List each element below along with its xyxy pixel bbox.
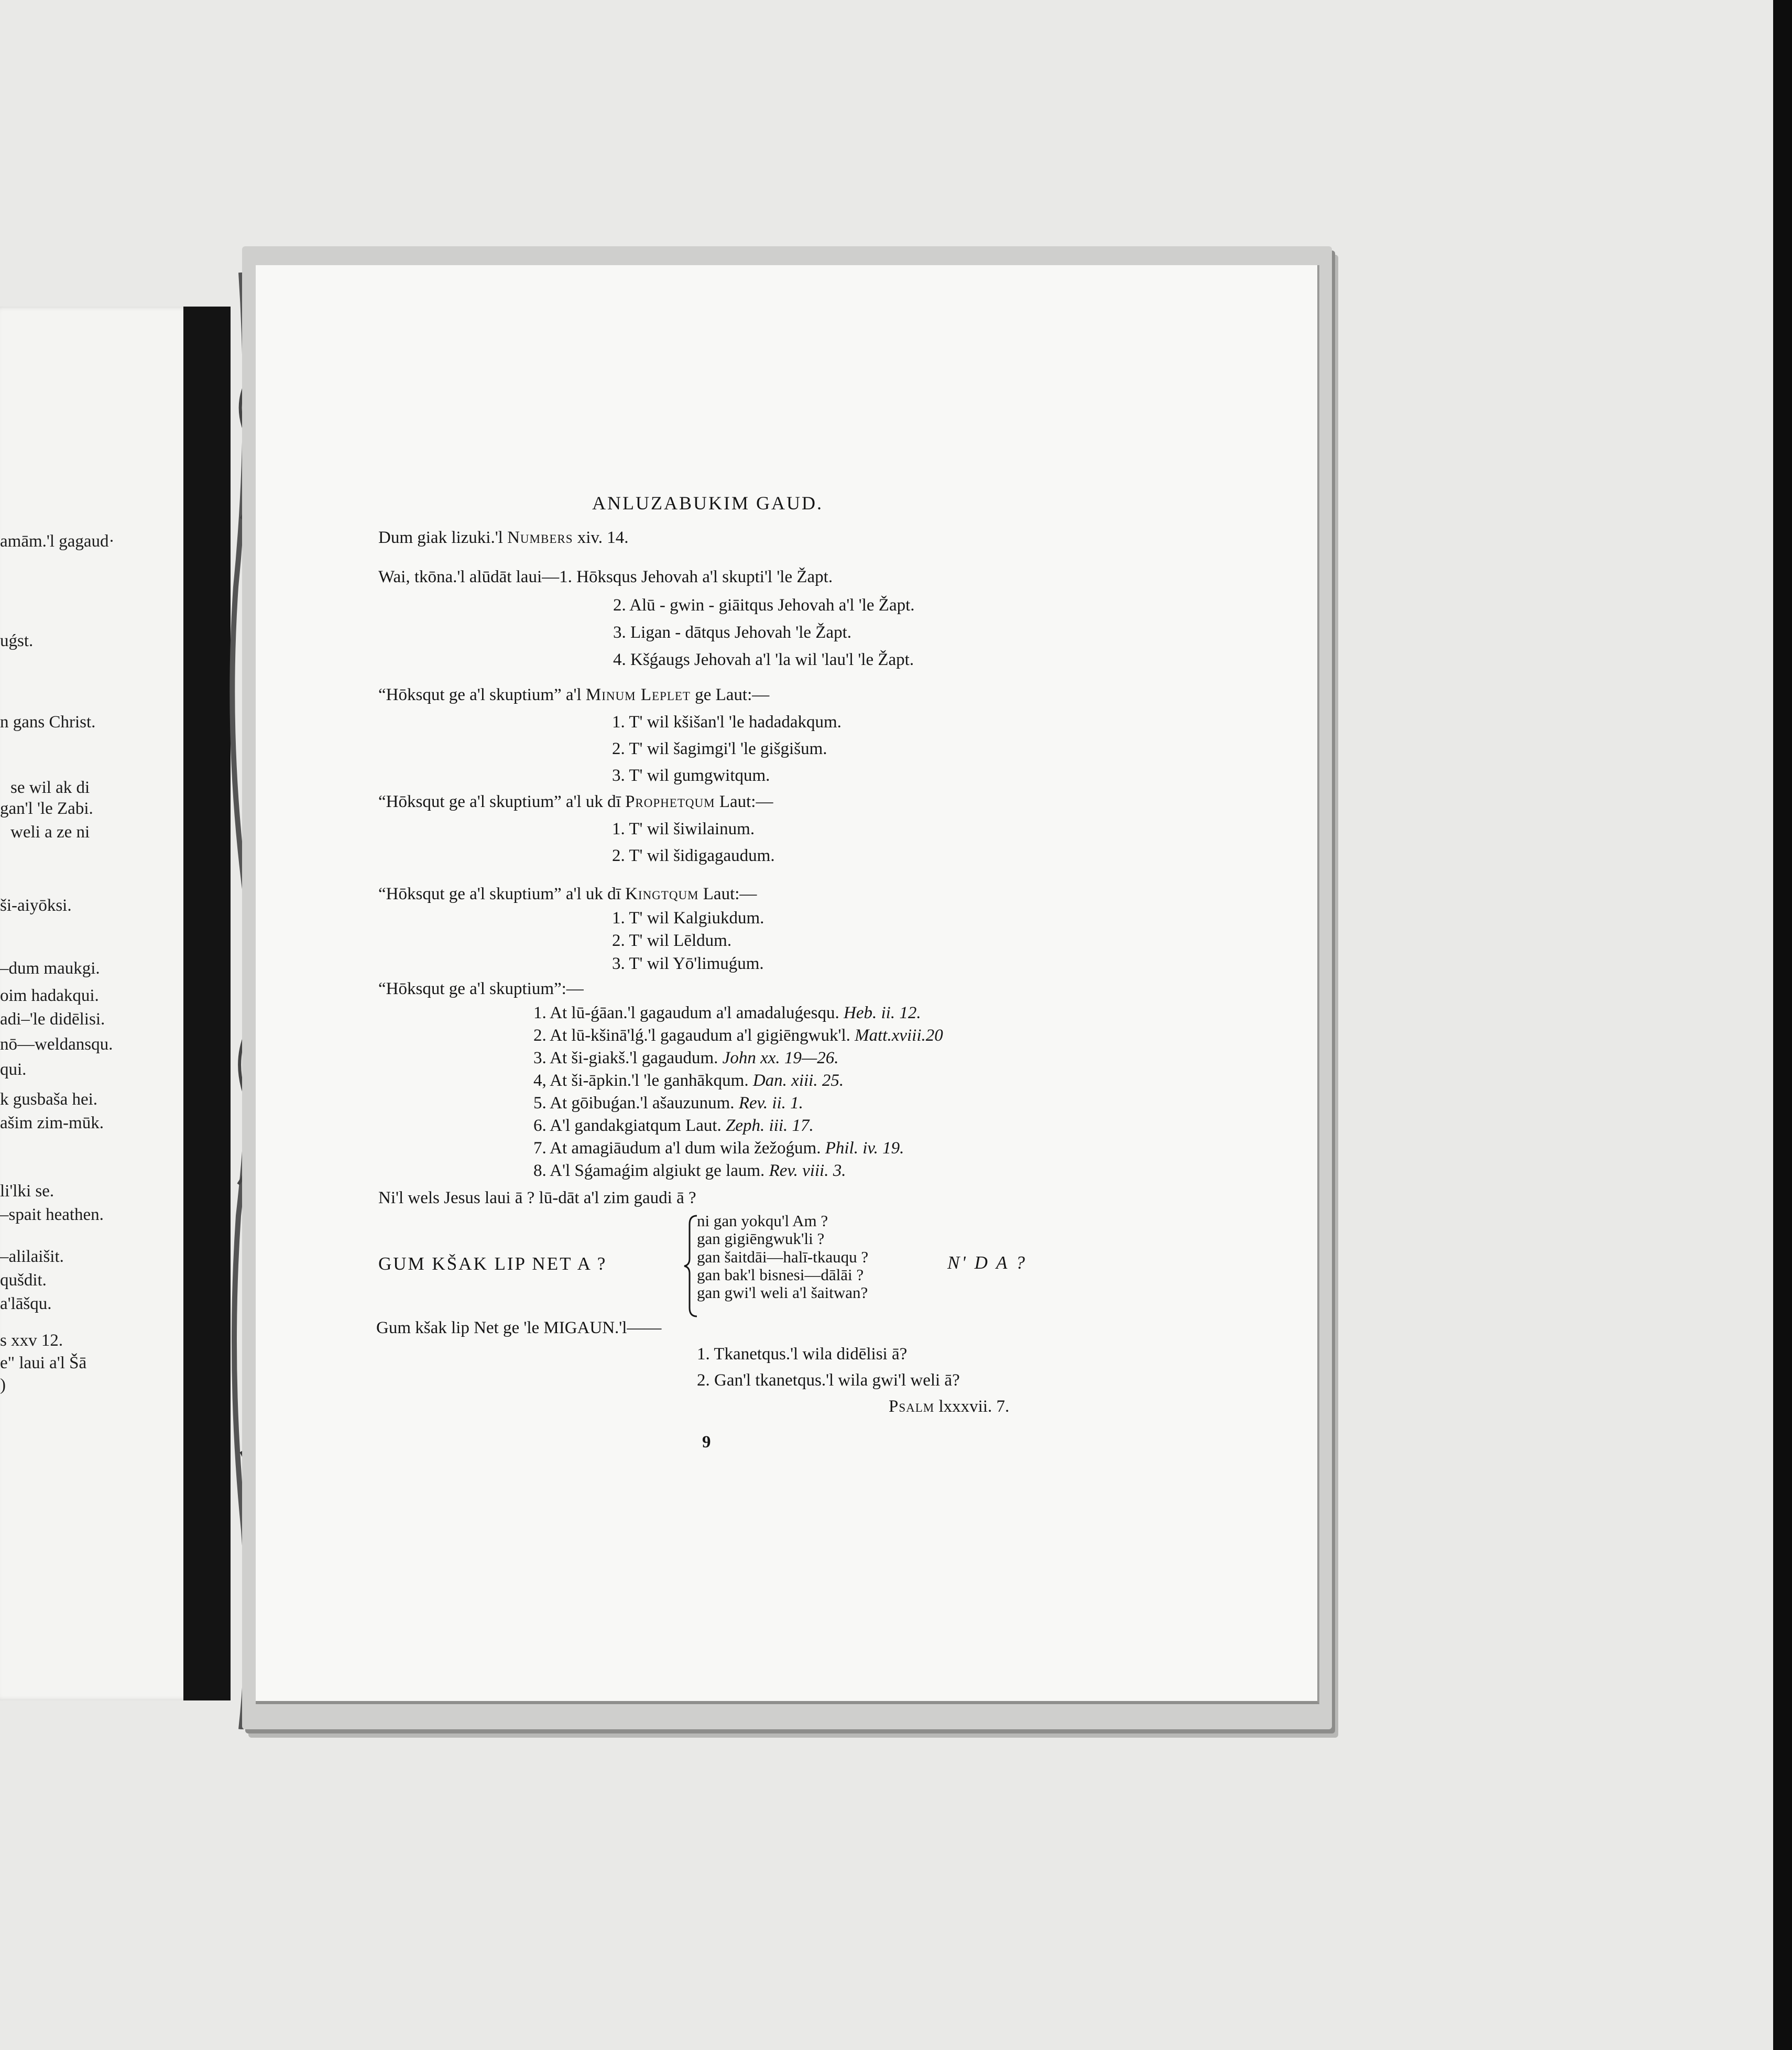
prophet-item: 2. T' wil šidigagaudum. — [612, 846, 775, 865]
left-line: nō—weldansqu. — [0, 1035, 113, 1054]
gum-option: gan gwi'l weli a'l šaitwan? — [697, 1283, 868, 1302]
page-number: 9 — [702, 1433, 711, 1452]
section-label: Minum Leplet — [585, 685, 691, 704]
king-item: 3. T' wil Yō'limuǵum. — [612, 954, 764, 973]
skuptium-heading: “Hōksqut ge a'l skuptium”:— — [378, 979, 584, 998]
item-ref: Matt.xviii.20 — [855, 1026, 943, 1045]
section-lead: “Hōksqut ge a'l skuptium” a'l — [378, 685, 582, 704]
intro-line — [378, 527, 629, 548]
section-lead: “Hōksqut ge a'l skuptium” a'l uk dī — [378, 792, 621, 811]
item-text: 4, At ši-āpkin.'l 'le ganhākqum. — [533, 1071, 749, 1090]
page — [256, 265, 1319, 1704]
left-line: –spait heathen. — [0, 1205, 104, 1224]
section-label: Kingtqum — [625, 885, 699, 903]
item-ref: Rev. viii. 3. — [769, 1161, 846, 1180]
gum-option: gan bak'l bisnesi—dālāi ? — [697, 1266, 864, 1284]
page-title: ANLUZABUKIM GAUD. — [592, 493, 823, 514]
left-line: oim hadakqui. — [0, 986, 99, 1005]
wai-item: Hōksqus Jehovah a'l skupti'l 'le Žapt. — [576, 568, 833, 586]
section-tail: Laut:— — [703, 885, 757, 903]
migaun-heading: Gum kšak lip Net ge 'le MIGAUN.'l—— — [376, 1318, 662, 1337]
left-line: uǵst. — [0, 631, 34, 650]
section-tail: ge Laut:— — [695, 685, 770, 704]
intro-ref: Numbers — [507, 528, 573, 547]
psalm-ref — [889, 1396, 1009, 1417]
wai-item: 4. Kšǵaugs Jehovah a'l 'la wil 'lau'l 'le Žapt. — [613, 650, 914, 669]
gum-option: gan gigiēngwuk'li ? — [697, 1229, 825, 1248]
king-item: 1. T' wil Kalgiukdum. — [612, 909, 764, 928]
left-line: –alilaišit. — [0, 1247, 64, 1266]
left-line: gan'l 'le Zabi. — [0, 799, 93, 818]
minum-item: 2. T' wil šagimgi'l 'le gišgišum. — [612, 739, 827, 758]
section-tail: Laut:— — [719, 792, 773, 811]
left-line: a'lāšqu. — [0, 1294, 52, 1313]
king-item: 2. T' wil Lēldum. — [612, 931, 732, 950]
migaun-item: 1. Tkanetqus.'l wila didēlisi ā? — [697, 1345, 908, 1364]
section-lead: “Hōksqut ge a'l skuptium” a'l uk dī — [378, 885, 621, 903]
gum-answer: N' D A ? — [947, 1252, 1027, 1273]
item-text: 2. At lū-kšinā'lǵ.'l gagaudum a'l gigiēngwuk'l. — [533, 1026, 850, 1045]
gum-option: gan šaitdāi—halī-tkauqu ? — [697, 1248, 869, 1266]
question-line: Ni'l wels Jesus laui ā ? lū-dāt a'l zim gaudi ā ? — [378, 1188, 696, 1207]
item-ref: John xx. 19—26. — [722, 1049, 839, 1067]
prophet-heading — [378, 791, 773, 812]
item-ref: Heb. ii. 12. — [844, 1004, 921, 1022]
item-ref: Phil. iv. 19. — [825, 1139, 904, 1158]
gum-option: ni gan yokqu'l Am ? — [697, 1212, 828, 1230]
wai-line — [378, 566, 833, 587]
king-heading — [378, 884, 757, 904]
item-ref: Dan. xiii. 25. — [752, 1071, 844, 1090]
left-line: ) — [0, 1376, 6, 1394]
scan-edge — [1773, 0, 1792, 2050]
skuptium-item — [533, 1070, 844, 1091]
left-line: –dum maukgi. — [0, 959, 100, 978]
prophet-item: 1. T' wil šiwilainum. — [612, 820, 755, 838]
left-line: s xxv 12. — [0, 1331, 63, 1350]
left-line: n gans Christ. — [0, 713, 96, 732]
minum-item: 1. T' wil kšišan'l 'le hadadakqum. — [612, 713, 842, 732]
item-text: 3. At ši-giakš.'l gagaudum. — [533, 1049, 718, 1067]
skuptium-item — [533, 1002, 921, 1023]
item-text: 8. A'l Sǵamaǵim algiukt ge laum. — [533, 1161, 765, 1180]
wai-lead: Wai, tkōna.'l alūdāt laui—1. — [378, 568, 572, 586]
minum-item: 3. T' wil gumgwitqum. — [612, 766, 770, 785]
left-line: li'lki se. — [0, 1182, 54, 1201]
left-line: e" laui a'l Šā — [0, 1354, 87, 1372]
left-line: ašim zim-mūk. — [0, 1114, 104, 1132]
intro-ref-tail: xiv. 14. — [577, 528, 629, 547]
migaun-item: 2. Gan'l tkanetqus.'l wila gwi'l weli ā? — [697, 1371, 960, 1390]
left-line: amām.'l gagaud· — [0, 532, 115, 551]
item-ref: Rev. ii. 1. — [738, 1094, 803, 1113]
item-ref: Zeph. iii. 17. — [726, 1116, 814, 1135]
gum-label: GUM KŠAK LIP NET A ? — [378, 1253, 607, 1274]
item-text: 6. A'l gandakgiatqum Laut. — [533, 1116, 722, 1135]
psalm-label: Psalm — [889, 1397, 935, 1416]
skuptium-item — [533, 1048, 838, 1068]
wai-item: 3. Ligan - dātqus Jehovah 'le Žapt. — [613, 623, 851, 642]
left-line: qušdit. — [0, 1271, 47, 1290]
intro-text: Dum giak lizuki.'l — [378, 528, 503, 547]
left-line: k gusbaša hei. — [0, 1090, 98, 1109]
left-line: adi–'le didēlisi. — [0, 1010, 105, 1029]
item-text: 1. At lū-ǵāan.'l gagaudum a'l amadaluǵesqu. — [533, 1004, 839, 1022]
item-text: 5. At gōibuǵan.'l ašauzunum. — [533, 1094, 735, 1113]
item-text: 7. At amagiāudum a'l dum wila žežoǵum. — [533, 1139, 821, 1158]
left-line: ši-aiyōksi. — [0, 896, 72, 915]
skuptium-item — [533, 1093, 803, 1114]
section-label: Prophetqum — [625, 792, 715, 811]
skuptium-item — [533, 1138, 904, 1159]
left-line: qui. — [0, 1060, 27, 1079]
skuptium-item — [533, 1115, 814, 1136]
left-line: weli a ze ni — [10, 823, 90, 842]
skuptium-item — [533, 1025, 943, 1046]
left-line: se wil ak di — [10, 778, 90, 797]
wai-item: 2. Alū - gwin - giāitqus Jehovah a'l 'le Žapt. — [613, 596, 915, 615]
skuptium-item — [533, 1160, 846, 1181]
minum-heading — [378, 684, 769, 705]
psalm-verse: lxxxvii. 7. — [938, 1397, 1010, 1416]
